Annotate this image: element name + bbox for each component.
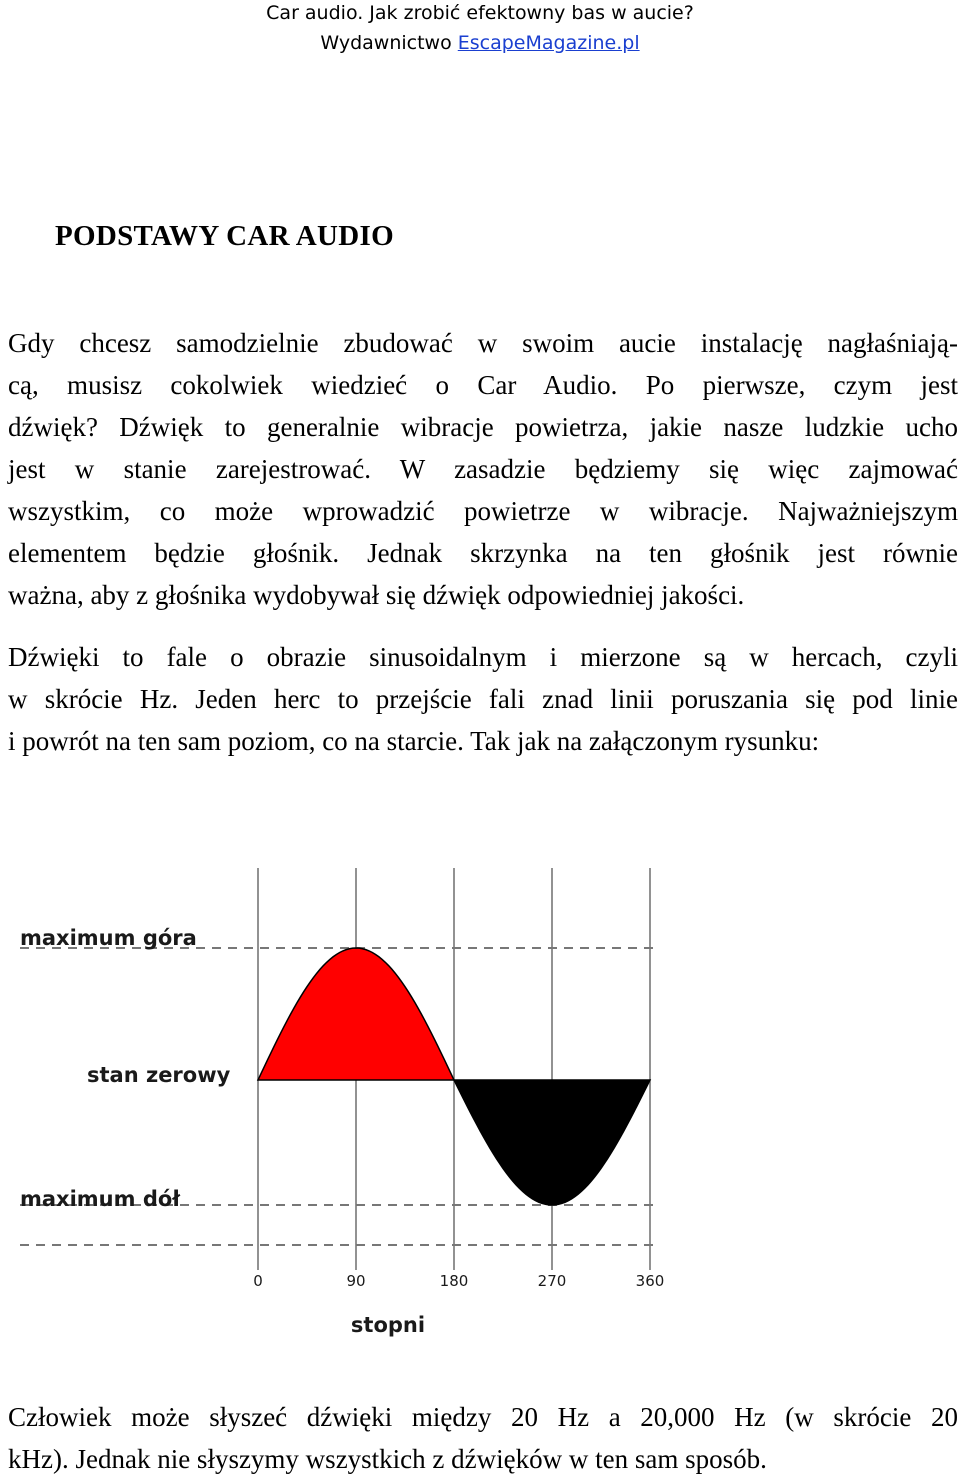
text-line: Człowiek może słyszeć dźwięki między 20 Hz a 20,000 Hz (w skrócie 20: [8, 1402, 958, 1432]
text-line: kHz). Jednak nie słyszymy wszystkich z dźwięków w ten sam sposób.: [8, 1444, 767, 1474]
running-header-title: Car audio. Jak zrobić efektowny bas w aucie?: [266, 2, 694, 24]
section-title: PODSTAWY CAR AUDIO: [55, 220, 394, 252]
x-tick-label: 360: [635, 1272, 665, 1290]
text-line: cą, musisz cokolwiek wiedzieć o Car Audio. Po pierwsze, czym jest: [8, 370, 958, 400]
positive-half-wave: [258, 948, 454, 1080]
x-tick-label: 180: [439, 1272, 469, 1290]
x-tick-label: 90: [346, 1272, 366, 1290]
text-line: i powrót na ten sam poziom, co na starcie. Tak jak na załączonym rysunku:: [8, 726, 820, 756]
text-line: w skrócie Hz. Jeden herc to przejście fali znad linii poruszania się pod linie: [8, 684, 958, 714]
running-header-publisher: [0, 32, 960, 54]
sine-wave-figure: [0, 860, 700, 1340]
sine-wave-chart: [0, 860, 700, 1340]
x-axis-label: stopni: [350, 1313, 426, 1337]
x-tick-label: 270: [537, 1272, 567, 1290]
text-line: Dźwięki to fale o obrazie sinusoidalnym i mierzone są w hercach, czyli: [8, 642, 958, 672]
text-line: wszystkim, co może wprowadzić powietrze w wibracje. Najważniejszym: [8, 496, 958, 526]
label-max-top: maximum góra: [20, 926, 197, 950]
paragraph-3: [8, 1396, 958, 1480]
paragraph-1: [8, 322, 958, 616]
text-line: Gdy chcesz samodzielnie zbudować w swoim aucie instalację nagłaśniają-: [8, 328, 958, 358]
text-line: elementem będzie głośnik. Jednak skrzynka na ten głośnik jest równie: [8, 538, 958, 568]
paragraph-2: [8, 636, 958, 762]
publisher-prefix: Wydawnictwo: [320, 32, 458, 54]
text-line: ważna, aby z głośnika wydobywał się dźwięk odpowiedniej jakości.: [8, 580, 745, 610]
text-line: dźwięk? Dźwięk to generalnie wibracje powietrza, jakie nasze ludzkie ucho: [8, 412, 958, 442]
negative-half-wave: [454, 1080, 650, 1205]
publisher-link[interactable]: EscapeMagazine.pl: [457, 32, 640, 54]
text-line: jest w stanie zarejestrować. W zasadzie będziemy się więc zajmować: [8, 454, 958, 484]
x-tick-label: 0: [253, 1272, 263, 1290]
label-max-bottom: maximum dół: [20, 1187, 181, 1211]
label-zero: stan zerowy: [87, 1063, 231, 1087]
